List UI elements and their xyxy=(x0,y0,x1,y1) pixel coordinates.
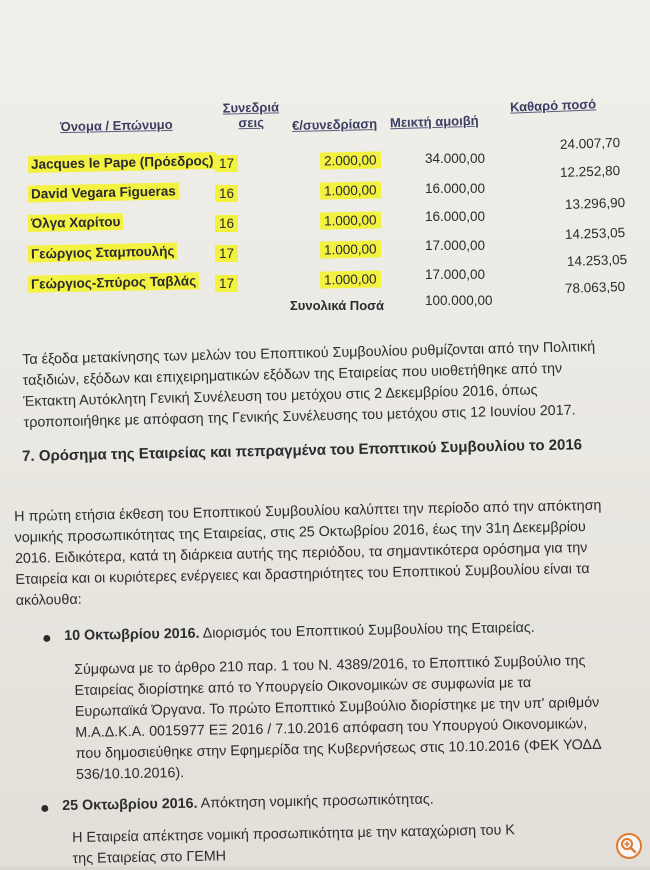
header-per-session: €/συνεδρίαση xyxy=(291,116,378,133)
zoom-in-icon[interactable] xyxy=(616,833,642,859)
row-per-session: 1.000,00 xyxy=(320,212,381,228)
text-line: 536/10.10.2016). xyxy=(75,765,185,783)
row-gross: 17.000,00 xyxy=(425,238,486,253)
text-line: ταξιδιών, εξόδων και επιχειρηματικών εξόδων της Εταιρείας που υιοθετήθηκε από την xyxy=(22,360,563,389)
bullet-title: Διορισμός του Εποπτικού Συμβουλίου της Εταιρείας. xyxy=(199,619,535,642)
text-line: ακόλουθα: xyxy=(15,591,82,609)
paragraph-annual-report xyxy=(14,495,646,612)
text-line: Τα έξοδα μετακίνησης των μελών του Εποπτικού Συμβουλίου ρυθμίζονται από την Πολιτική xyxy=(22,338,596,368)
row-sessions: 16 xyxy=(215,216,238,231)
row-net: 14.253,05 xyxy=(566,251,628,270)
header-sessions-line2: σεις xyxy=(238,114,265,131)
text-line: 2016. Ειδικότερα, κατά τη διάρκεια αυτής της περιόδου, τα σημαντικότερα ορόσημα για την xyxy=(14,540,588,567)
table-row xyxy=(28,273,199,292)
row-name: Όλγα Χαρίτου xyxy=(28,213,124,232)
bullet-title: Απόκτηση νομικής προσωπικότητας. xyxy=(197,791,434,812)
row-name: Jacques le Pape (Πρόεδρος) xyxy=(28,152,217,173)
bullet-point: ● xyxy=(40,800,50,817)
header-gross: Μεικτή αμοιβή xyxy=(389,112,479,131)
row-name: David Vegara Figueras xyxy=(28,182,179,202)
text-line: νομικής προσωπικότητας της Εταιρείας, στις 25 Οκτωβρίου 2016, έως την 31η Δεκεμβρίου xyxy=(14,519,586,546)
bullet-body xyxy=(74,650,650,786)
table-row xyxy=(28,214,124,231)
total-label: Συνολικά Ποσά xyxy=(290,298,385,313)
total-net: 78.063,50 xyxy=(564,278,626,297)
text-line: Ευρωπαϊκά Όργανα. Το πρώτο Εποπτικό Συμβούλιο διορίστηκε με την υπ' αριθμόν xyxy=(74,694,600,720)
paragraph-travel-expenses xyxy=(22,336,644,434)
header-net: Καθαρό ποσό xyxy=(509,96,597,115)
row-name: Γεώργιος Σταμπουλής xyxy=(28,242,178,262)
row-gross: 16.000,00 xyxy=(425,181,486,196)
row-gross: 34.000,00 xyxy=(425,151,486,166)
text-line: Σύμφωνα με το άρθρο 210 παρ. 1 του Ν. 4389/2016, το Εποπτικό Συμβούλιο της xyxy=(74,653,586,678)
bullet-point: ● xyxy=(42,630,52,647)
text-line: Εταιρείας διορίστηκε από το Υπουργείο Οικονομικών σε συμφωνία με τα xyxy=(74,675,532,699)
row-gross: 17.000,00 xyxy=(425,267,486,282)
row-per-session: 1.000,00 xyxy=(320,271,381,287)
bullet-item xyxy=(64,616,644,647)
section-heading: 7. Ορόσημα της Εταιρείας και πεπραγμένα του Εποπτικού Συμβουλίου το 2016 xyxy=(22,436,583,465)
row-per-session: 1.000,00 xyxy=(320,241,381,257)
text-line: της Εταιρείας στο ΓΕΜΗ xyxy=(72,848,227,867)
row-per-session: 2.000,00 xyxy=(320,152,381,168)
total-gross: 100.000,00 xyxy=(425,293,493,308)
header-sessions xyxy=(220,99,283,130)
table-row xyxy=(28,153,217,172)
row-net: 14.253,05 xyxy=(564,224,626,243)
row-net: 24.007,70 xyxy=(559,134,621,153)
row-name: Γεώργιος-Σπύρος Ταβλάς xyxy=(28,272,200,293)
text-line: Η Εταιρεία απέκτησε νομική προσωπικότητα με την καταχώριση του Κ xyxy=(72,822,515,846)
zoom-in-icon-glyph xyxy=(618,835,640,857)
text-line: Η πρώτη ετήσια έκθεση του Εποπτικού Συμβουλίου καλύπτει την περίοδο από την απόκτηση xyxy=(14,497,602,525)
row-sessions: 17 xyxy=(215,246,238,261)
text-line: Έκτακτη Αυτόκλητη Γενική Συνέλευση του μετόχου στις 2 Δεκεμβρίου 2016, όπως xyxy=(22,382,538,410)
row-sessions: 17 xyxy=(215,276,238,291)
row-net: 13.296,90 xyxy=(564,194,626,213)
row-per-session: 1.000,00 xyxy=(320,182,381,198)
text-line: που δημοσιεύθηκε στην Εφημερίδα της Κυβερνήσεως στις 10.10.2016 (ΦΕΚ ΥΟΔΔ xyxy=(75,736,602,762)
bullet-date: 25 Οκτωβρίου 2016. xyxy=(62,795,198,814)
text-line: Μ.Α.Δ.Κ.Α. 0015977 ΕΞ 2016 / 7.10.2016 απόφαση του Υπουργού Οικονομικών, xyxy=(75,716,588,741)
header-sessions-line1: Συνεδριά xyxy=(222,99,280,116)
table-row xyxy=(28,243,178,261)
bullet-date: 10 Οκτωβρίου 2016. xyxy=(64,625,200,644)
text-line: τροποποιήθηκε με απόφαση της Γενικής Συνέλευσης του μετόχου στις 12 Ιουνίου 2017. xyxy=(23,402,576,431)
row-sessions: 16 xyxy=(215,186,238,201)
row-gross: 16.000,00 xyxy=(425,209,486,224)
bullet-body xyxy=(72,818,650,870)
header-name: Όνομα / Επώνυμο xyxy=(59,116,173,135)
row-sessions: 17 xyxy=(215,156,238,171)
table-row xyxy=(28,183,179,201)
bullet-item xyxy=(62,786,642,817)
row-net: 12.252,80 xyxy=(559,162,621,181)
text-line: Εταιρεία και οι κυριότερες ενέργειες και δραστηριότητες του Εποπτικού Συμβουλίου είναι τα xyxy=(15,560,590,588)
